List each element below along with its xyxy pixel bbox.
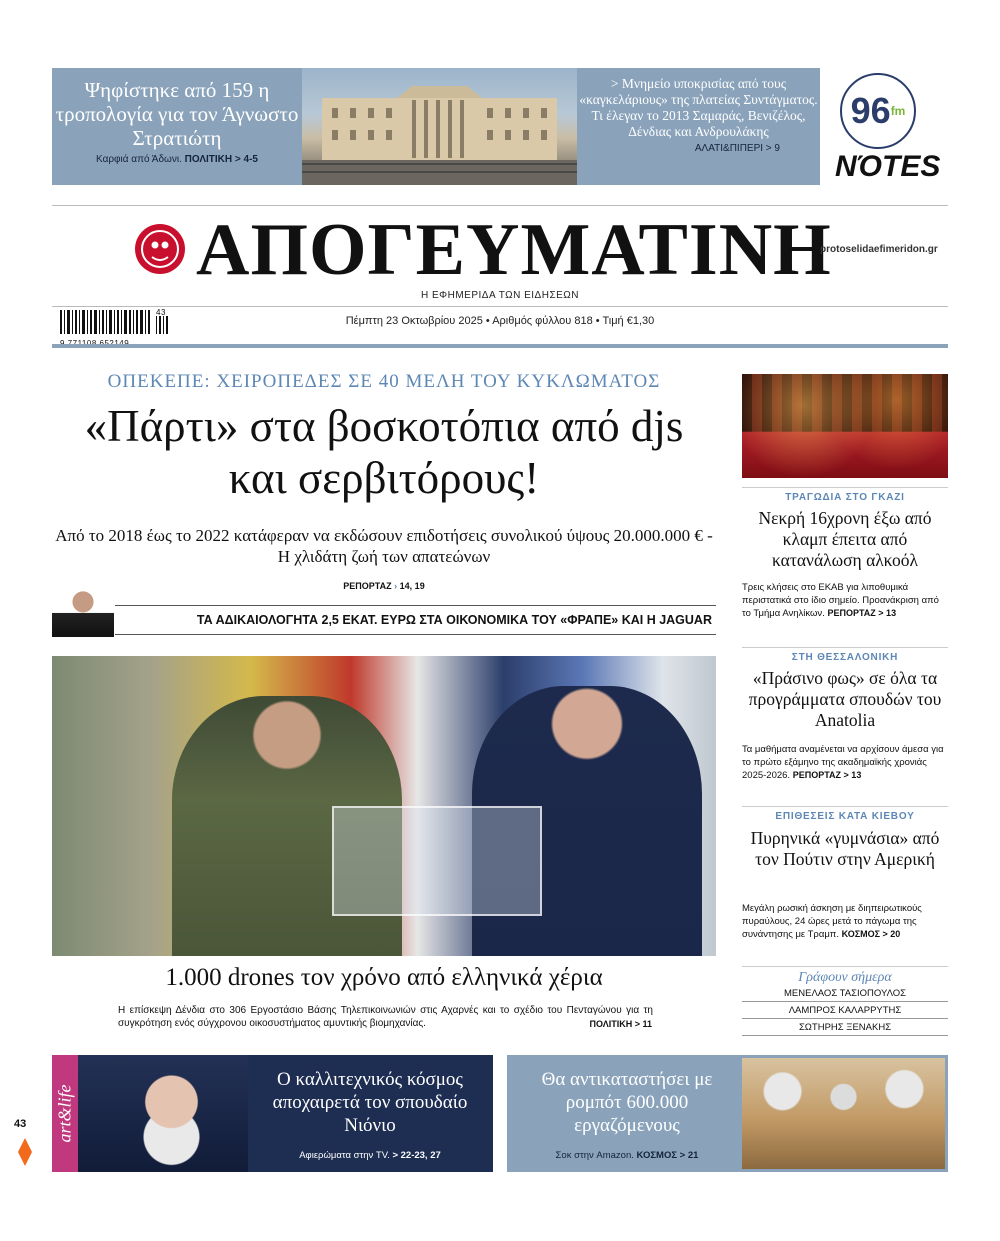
- teaser-headline: Ψηφίστηκε από 159 η τροπολογία για τον Άγνωστο Στρατιώτη: [55, 78, 299, 150]
- lead-deck: Από το 2018 έως το 2022 κατάφεραν να εκδώσουν επιδοτήσεις συνολικού ύψους 20.000.000 € - Η χλιδάτη ζωή των απατεώνων: [55, 526, 713, 566]
- story2-body: [742, 743, 948, 782]
- chevron-right-icon: ›: [394, 581, 398, 591]
- teaser-syntagma[interactable]: [577, 68, 820, 185]
- drone-case: [332, 806, 542, 916]
- writer-item[interactable]: ΜΕΝΕΛΑΟΣ ΤΑΣΙΟΠΟΥΛΟΣ: [742, 988, 948, 1002]
- divider: [52, 306, 948, 307]
- owl-icon: [140, 229, 180, 269]
- teaser-meta: [52, 154, 302, 165]
- story2-text: Τα μαθήματα αναμένεται να αρχίσουν άμεσα για το πρώτο εξάμηνο της ακαδημαϊκής χρονιάς 2025-2026.: [742, 744, 944, 781]
- nionios-photo: [78, 1055, 248, 1172]
- radio-96fm-logo[interactable]: [840, 73, 916, 149]
- artlife-label-text: art&life: [54, 1084, 75, 1143]
- lead-kicker: ΟΠΕΚΕΠΕ: ΧΕΙΡΟΠΕΔΕΣ ΣΕ 40 ΜΕΛΗ ΤΟΥ ΚΥΚΛΩΜΑΤΟΣ: [107, 371, 661, 392]
- story1-ref: ΡΕΠΟΡΤΑΖ > 13: [827, 608, 897, 618]
- writer-item[interactable]: ΣΩΤΗΡΗΣ ΞΕΝΑΚΗΣ: [742, 1022, 948, 1036]
- drones-photo: [52, 656, 716, 956]
- story1-headline[interactable]: Νεκρή 16χρονη έξω από κλαμπ έπειτα από κατανάλωση αλκοόλ: [758, 508, 932, 570]
- story2-ref: ΡΕΠΟΡΤΑΖ > 13: [792, 770, 862, 780]
- drones-ref: ΠΟΛΙΤΙΚΗ > 11: [589, 1019, 652, 1029]
- fm-unit: fm: [890, 104, 906, 118]
- story1-text: Τρεις κλήσεις στο ΕΚΑΒ για λιποθυμικά περιστατικά στο ίδιο σημείο. Προανάκριση από το Τμήμα Ανηλίκων.: [742, 582, 939, 619]
- masthead-tagline: Η ΕΦΗΜΕΡΙΔΑ ΤΩΝ ΕΙΔΗΣΕΩΝ: [420, 290, 579, 301]
- story3-headline[interactable]: Πυρηνικά «γυμνάσια» από τον Πούτιν στην Αμερική: [750, 828, 940, 869]
- owl-emblem-icon: [135, 224, 185, 274]
- story1-body: [742, 581, 948, 620]
- story1-kicker: ΤΡΑΓΩΔΙΑ ΣΤΟ ΓΚΑΖΙ: [742, 487, 948, 503]
- club-photo: [742, 374, 948, 478]
- parliament-photo: [302, 68, 577, 185]
- amazon-meta: [512, 1150, 742, 1161]
- artlife-ref: > 22-23, 27: [392, 1150, 441, 1161]
- teaser-unknown-soldier[interactable]: [52, 68, 302, 185]
- lead-ref-pages: 14, 19: [399, 581, 425, 591]
- fm-number: 96: [850, 90, 891, 131]
- parliament-illustration: [302, 68, 577, 185]
- story3-ref: ΚΟΣΜΟΣ > 20: [841, 929, 901, 939]
- story2-kicker: ΣΤΗ ΘΕΣΣΑΛΟΝΙΚΗ: [742, 647, 948, 663]
- drones-headline[interactable]: 1.000 drones τον χρόνο από ελληνικά χέρια: [165, 964, 603, 991]
- teaser-ref: ΠΟΛΙΤΙΚΗ > 4-5: [184, 154, 258, 165]
- lead-ref-label: ΡΕΠΟΡΤΑΖ: [343, 581, 392, 591]
- artlife-meta: [252, 1150, 488, 1161]
- story3-kicker: ΕΠΙΘΕΣΕΙΣ ΚΑΤΑ ΚΙΕΒΟΥ: [742, 806, 948, 822]
- teaser-byline: Καρφιά από Άδωνι.: [96, 154, 182, 165]
- lead-ref: [52, 581, 716, 591]
- writer-item[interactable]: ΛΑΜΠΡΟΣ ΚΑΛΑΡΡΥΤΗΣ: [742, 1005, 948, 1019]
- barcode-issue: 43: [156, 308, 166, 317]
- amazon-headline[interactable]: Θα αντικαταστήσει με ρομπότ 600.000 εργαζόμενους: [541, 1069, 713, 1136]
- issue-info: Πέμπτη 23 Οκτωβρίου 2025 • Αριθμός φύλλου 818 • Τιμή €1,30: [345, 315, 655, 327]
- lead-headline[interactable]: «Πάρτι» στα βοσκοτόπια από djs και σερβιτόρους!: [84, 401, 684, 503]
- story3-body: [742, 902, 948, 941]
- story3-text: Μεγάλη ρωσική άσκηση με διηπειρωτικούς πυραύλους, 24 ώρες μετά το πάγωμα της συνάντησης με Τραμπ.: [742, 903, 922, 940]
- teaser-headline: > Μνημείο υποκρισίας από τους «καγκελάριους» της πλατείας Συντάγματος. Τι έλεγαν το 2013 Σαμαράς, Βενιζέλος, Δένδιας και Ανδρουλάκης: [579, 76, 818, 139]
- story2-headline[interactable]: «Πράσινο φως» σε όλα τα προγράμματα σπουδών του Anatolia: [748, 668, 942, 730]
- diamond-icon: [18, 1138, 32, 1166]
- artlife-section-label: [52, 1055, 78, 1172]
- watermark-site: protoselidaefimeridon.gr: [820, 244, 938, 255]
- writers-title: Γράφουν σήμερα: [742, 966, 948, 986]
- artlife-meta-text: Αφιερώματα στην TV.: [299, 1150, 390, 1161]
- robots-photo: [742, 1058, 945, 1169]
- divider: [52, 205, 948, 206]
- fm-brand: NΌΤΕS: [835, 150, 941, 183]
- drones-deck: Η επίσκεψη Δένδια στο 306 Εργοστάσιο Βάσης Τηλεπικοινωνιών στις Αχαρνές και το σχέδιο του Πενταγώνου για τη συγκρότηση ενός σύγχρονου οικοσυστήματος αμυντικής βιομηχανίας.: [118, 1005, 653, 1029]
- suspect-photo: [52, 583, 114, 637]
- artlife-headline[interactable]: Ο καλλιτεχνικός κόσμος αποχαιρετά τον σπουδαίο Νιόνιο: [272, 1069, 468, 1136]
- teaser-ref: ΑΛΑΤΙ&ΠΙΠΕΡΙ > 9: [694, 143, 780, 154]
- divider: [52, 344, 948, 348]
- masthead-title[interactable]: ΑΠΟΓΕΥΜΑΤΙΝΗ: [196, 209, 832, 291]
- page-number: 43: [14, 1118, 27, 1130]
- amazon-ref: ΚΟΣΜΟΣ > 21: [636, 1150, 699, 1161]
- amazon-meta-text: Σοκ στην Amazon.: [555, 1150, 634, 1161]
- club-photo-glow: [742, 374, 948, 478]
- jaguar-strap[interactable]: ΤΑ ΑΔΙΚΑΙΟΛΟΓΗΤΑ 2,5 ΕΚΑΤ. ΕΥΡΩ ΣΤΑ ΟΙΚΟΝΟΜΙΚΑ ΤΟΥ «ΦΡΑΠΕ» ΚΑΙ Η JAGUAR: [115, 605, 716, 635]
